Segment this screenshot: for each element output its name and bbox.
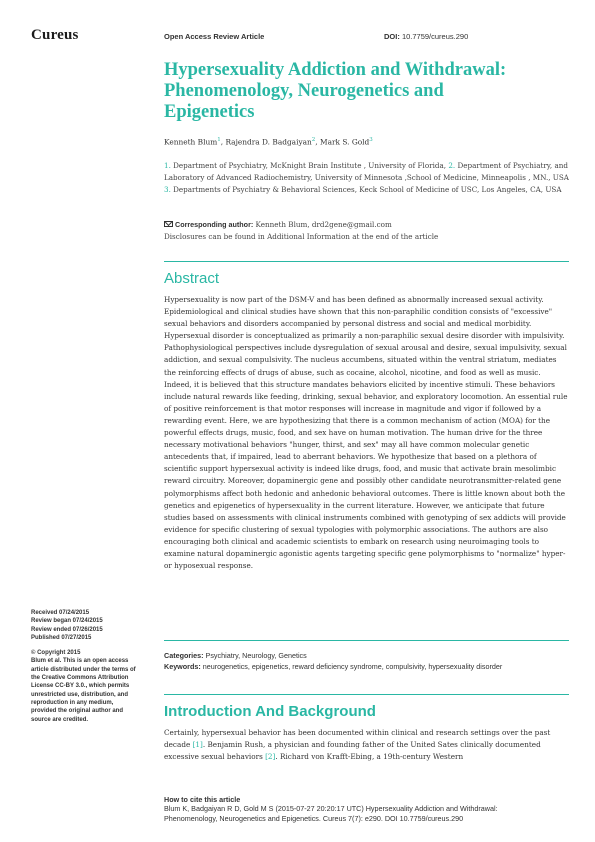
corresponding-author: [164, 219, 569, 243]
abstract-body: Hypersexuality is now part of the DSM-V and has been defined as abnormally increased sexual activity. Epidemiological and clinical studies have shown that this non-paraphilic condition consists of "excessive" sexual behaviors and disorders accompanied by personal distress and social and medical morbidity. Hypersexual disorder is conceptualized as primarily a non-paraphilic sexual desire disorder with impulsivity. Pathophysiological perspectives include dysregulation of sexual arousal and desire, sexual impulsivity, sexual addiction, and sexual compulsivity. The nucleus accumbens, situated within the ventral striatum, mediates the reinforcing effects of drugs of abuse, such as cocaine, alcohol, nicotine, and food as well as music. Indeed, it is believed that this structure mandates behaviors elicited by incentive stimuli. These behaviors include natural rewards like feeding, drinking, sexual behavior, and exploratory locomotion. An essential rule of positive reinforcement is that motor responses will increase in magnitude and vigor if followed by a rewarding event. Here, we are hypothesizing that there is a common mechanism of action (MOA) for the powerful effects drugs, music, food, and sex have on human motivation. The human drive for the three necessary motivational behaviors "hunger, thirst, and sex" may all have common molecular genetic antecedents that, if impaired, lead to aberrant behaviors. We hypothesize that based on a plethora of scientific support hypersexual activity is indeed like drugs, food, and music that activate brain mesolimbic reward circuitry. Moreover, dopaminergic gene and possibly other candidate neurotransmitter-related gene polymorphisms affect both hedonic and anhedonic behavioral outcomes. There is little known about both the genetics and epigenetics of hypersexuality in the current literature. However, we anticipate that future studies based on assessments with clinical instruments combined with genotyping of sex addicts will provide evidence for specific clustering of sexual typologies with polymorphic associations. The authors are also encouraging both clinical and academic scientists to embark on research using neuroimaging tools to examine natural dopaminergic agonistic agents targeting specific gene polymorphisms to "normalize" hyper- or hyposexual response.: [164, 295, 568, 571]
categories-keywords: [164, 650, 569, 672]
author-name: Kenneth Blum: [164, 137, 218, 147]
categories-label: Categories:: [164, 651, 204, 660]
doi-label: DOI:: [384, 32, 400, 41]
citation-block: [164, 795, 569, 823]
author-affil-num: 3: [369, 137, 373, 143]
title-line: Epigenetics: [164, 102, 255, 122]
corresponding-label: Corresponding author:: [175, 220, 254, 229]
author-affil-num: 1: [217, 137, 221, 143]
license-line: provided the original author and: [31, 708, 124, 715]
author-list: Kenneth Blum$^1$, Rajendra D. Badgaiyan$^2$, Mark S. Gold$^3$: [164, 137, 373, 147]
citation-line: Blum K, Badgaiyan R D, Gold M S (2015-07-27 20:20:17 UTC) Hypersexuality Addiction and Withdrawal:: [164, 804, 498, 814]
published-date: Published 07/27/2015: [31, 634, 92, 641]
doi: [384, 32, 468, 41]
license-line: the Creative Commons Attribution: [31, 675, 129, 682]
introduction-heading: Introduction And Background: [164, 703, 376, 720]
reference-link[interactable]: [1]: [192, 740, 203, 750]
author-name: Mark S. Gold: [320, 137, 370, 147]
license-line: reproduction in any medium,: [31, 699, 114, 706]
license-line: Blum et al. This is an open access: [31, 658, 129, 665]
disclosure-note: Disclosures can be found in Additional Information at the end of the article: [164, 232, 439, 242]
corresponding-value[interactable]: Kenneth Blum, drd2gene@gmail.com: [253, 220, 392, 229]
abstract-heading: Abstract: [164, 270, 220, 287]
article-title: [164, 60, 564, 123]
section-divider: [164, 694, 569, 695]
keywords-value: neurogenetics, epigenetics, reward deficiency syndrome, compulsivity, hypersexuality disorder: [200, 662, 503, 671]
affiliations: 1. Department of Psychiatry, McKnight Brain Institute , University of Florida, 2. Department of Psychiatry, and Laboratory of Advanced Radiochemistry, University of Minnesota ,School of Medicine, Minneapolis , MN., USA 3. Departments of Psychiatry & Behavioral Sciences, Keck School of Medicine of USC, Los Angeles, CA, USA: [164, 161, 569, 195]
review-ended-date: Review ended 07/26/2015: [31, 626, 103, 633]
reference-link[interactable]: [2]: [265, 752, 276, 762]
license-line: unrestricted use, distribution, and: [31, 691, 129, 698]
envelope-icon: [164, 221, 173, 227]
article-meta: [31, 609, 149, 724]
received-date: Received 07/24/2015: [31, 610, 90, 616]
copyright: © Copyright 2015: [31, 650, 81, 657]
section-divider: [164, 261, 569, 262]
title-line: Phenomenology, Neurogenetics and: [164, 81, 444, 101]
author-name: Rajendra D. Badgaiyan: [225, 137, 312, 147]
doi-value[interactable]: 10.7759/cureus.290: [401, 32, 469, 41]
categories-value: Psychiatry, Neurology, Genetics: [203, 651, 307, 660]
introduction-body: Certainly, hypersexual behavior has been documented within clinical and research settings over the past decade [1]. Benjamin Rush, a physician and founding father of the United Sates clinically documented excessive sexual behaviors [2]. Richard von Krafft-Ebing, a 19th-century Western: [164, 728, 551, 762]
review-began-date: Review began 07/24/2015: [31, 618, 103, 625]
citation-line: Phenomenology, Neurogenetics and Epigenetics. Cureus 7(7): e290. DOI 10.7759/cureus.290: [164, 813, 464, 823]
journal-logo: Cureus: [31, 27, 79, 43]
title-line: Hypersexuality Addiction and Withdrawal:: [164, 60, 507, 80]
author-affil-num: 2: [311, 137, 316, 143]
license-line: source are credited.: [31, 716, 89, 723]
license-line: License CC-BY 3.0., which permits: [31, 683, 130, 690]
license-line: article distributed under the terms of: [31, 666, 136, 673]
article-type: Open Access Review Article: [164, 32, 265, 41]
citation-title: How to cite this article: [164, 795, 241, 804]
keywords-label: Keywords:: [164, 662, 201, 671]
section-divider: [164, 640, 569, 641]
